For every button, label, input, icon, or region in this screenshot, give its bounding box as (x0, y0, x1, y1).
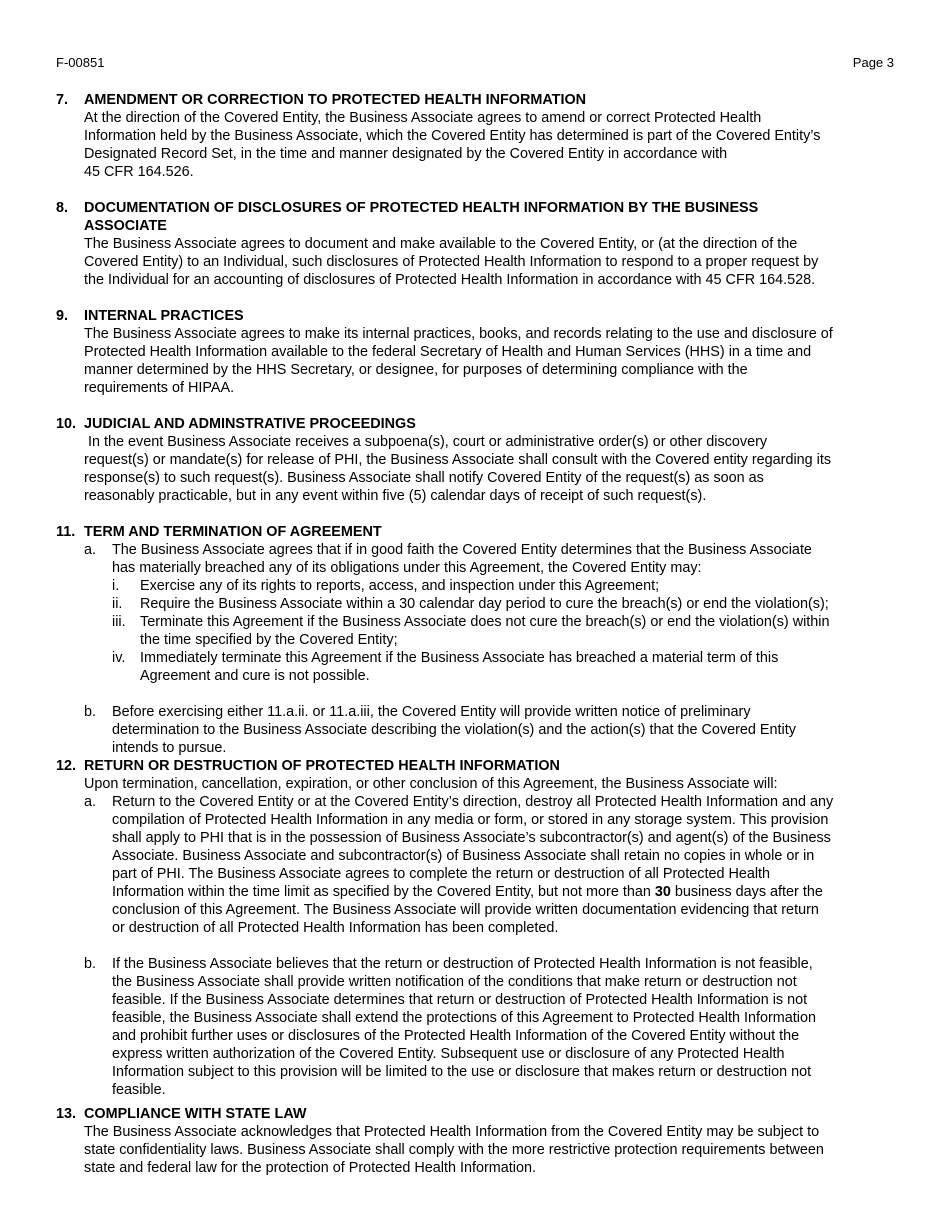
paragraph-line: or destruction of all Protected Health Information has been completed. (112, 920, 559, 936)
section-title: COMPLIANCE WITH STATE LAW (84, 1106, 307, 1122)
paragraph-line: Immediately terminate this Agreement if the Business Associate has breached a material term of this (140, 650, 779, 666)
paragraph-line: intends to pursue. (112, 740, 227, 756)
text-run: business days after the (670, 884, 823, 900)
paragraph-line: compilation of Protected Health Information in any media or form, or stored in any storage system. This provision (112, 812, 829, 828)
paragraph-line: If the Business Associate believes that the return or destruction of Protected Health Information is not feasible, (112, 956, 813, 972)
sub-item-ii (112, 595, 896, 613)
paragraph-line: Upon termination, cancellation, expiration, or other conclusion of this Agreement, the Business Associate will: (84, 776, 778, 792)
section-13 (56, 1105, 896, 1177)
section-body (84, 541, 896, 757)
paragraph-line: state and federal law for the protection of Protected Health Information. (84, 1160, 536, 1176)
paragraph-line: the time specified by the Covered Entity; (140, 632, 398, 648)
section-title: AMENDMENT OR CORRECTION TO PROTECTED HEALTH INFORMATION (84, 92, 587, 108)
page-number: Page 3 (852, 55, 894, 70)
section-title: JUDICIAL AND ADMINSTRATIVE PROCEEDINGS (84, 416, 416, 432)
section-number: 13. (56, 1106, 77, 1122)
section-body (84, 433, 896, 505)
section-8 (56, 199, 896, 289)
form-number: F-00851 (56, 55, 105, 70)
paragraph-line: shall apply to PHI that is in the possession of Business Associate’s subcontractor(s) and agent(s) of the Business (112, 830, 831, 846)
list-label: iii. (112, 614, 126, 630)
paragraph-line: Terminate this Agreement if the Business Associate does not cure the breach(s) or end the violation(s) within (140, 614, 830, 630)
section-number: 10. (56, 416, 77, 432)
paragraph-line: the Business Associate shall provide written notification of the conditions that make return or destruction not (112, 974, 797, 990)
sub-item-iii (112, 613, 896, 649)
paragraph-line: reasonably practicable, but in any event within five (5) calendar days of receipt of such request(s). (84, 488, 707, 504)
paragraph-line: express written authorization of the Covered Entity. Subsequent use or disclosure of any Protected Health (112, 1046, 785, 1062)
section-body (84, 775, 896, 1099)
section-body (84, 325, 896, 397)
paragraph-line: state confidentiality laws. Business Associate shall comply with the more restrictive protection requirements between (84, 1142, 824, 1158)
section-title-line: DOCUMENTATION OF DISCLOSURES OF PROTECTED HEALTH INFORMATION BY THE BUSINESS (84, 200, 759, 216)
paragraph-line: Covered Entity) to an Individual, such disclosures of Protected Health Information to respond to a proper request by (84, 254, 819, 270)
paragraph-line: Exercise any of its rights to reports, access, and inspection under this Agreement; (140, 578, 660, 594)
section-title-line: ASSOCIATE (84, 218, 167, 234)
section-number: 12. (56, 758, 77, 774)
text-run: Information within the time limit as specified by the Covered Entity, but not more than (112, 884, 655, 900)
paragraph-line: Require the Business Associate within a 30 calendar day period to cure the breach(s) or end the violation(s); (140, 596, 829, 612)
paragraph-line: and prohibit further uses or disclosures of the Protected Health Information of the Covered Entity without the (112, 1028, 800, 1044)
sub-item-i (112, 577, 896, 595)
paragraph-line: determination to the Business Associate describing the violation(s) and the action(s) that the Covered Entity (112, 722, 796, 738)
section-title: TERM AND TERMINATION OF AGREEMENT (84, 524, 382, 540)
section-11 (56, 523, 896, 757)
list-item-a (84, 793, 896, 937)
section-12 (56, 757, 896, 1099)
paragraph-line: The Business Associate acknowledges that Protected Health Information from the Covered Entity may be subject to (84, 1124, 820, 1140)
paragraph-line: Associate. Business Associate and subcontractor(s) of Business Associate shall retain no copies in whole or in (112, 848, 815, 864)
paragraph-line: feasible, the Business Associate shall extend the protections of this Agreement to Protected Health Information (112, 1010, 816, 1026)
list-item-b (84, 703, 896, 757)
paragraph-line: At the direction of the Covered Entity, the Business Associate agrees to amend or correct Protected Health (84, 110, 762, 126)
paragraph-line: response(s) to such request(s). Business Associate shall notify Covered Entity of the request(s) as soon as (84, 470, 764, 486)
paragraph-line: In the event Business Associate receives a subpoena(s), court or administrative order(s) or other discovery (88, 434, 768, 450)
document-body (56, 91, 896, 1195)
list-label: iv. (112, 650, 126, 666)
paragraph-line: Return to the Covered Entity or at the Covered Entity’s direction, destroy all Protected Health Information and any (112, 794, 834, 810)
section-number: 9. (56, 308, 69, 324)
section-number: 11. (56, 524, 76, 540)
paragraph-line: The Business Associate agrees that if in good faith the Covered Entity determines that the Business Associate (112, 542, 812, 558)
paragraph-line: part of PHI. The Business Associate agrees to complete the return or destruction of all Protected Health (112, 866, 771, 882)
paragraph-line: the Individual for an accounting of disclosures of Protected Health Information in accordance with 45 CFR 164.528. (84, 272, 816, 288)
list-item-b (84, 955, 896, 1099)
list-label: a. (84, 794, 97, 810)
section-9 (56, 307, 896, 397)
section-title: INTERNAL PRACTICES (84, 308, 244, 324)
list-label: a. (84, 542, 97, 558)
paragraph-line: Agreement and cure is not possible. (140, 668, 370, 684)
section-body (84, 235, 896, 289)
list-label: ii. (112, 596, 123, 612)
paragraph-line: feasible. (112, 1082, 166, 1098)
list-item-a (84, 541, 896, 685)
section-body (84, 109, 896, 181)
paragraph-line: Information held by the Business Associate, which the Covered Entity has determined is part of the Covered Entity’s (84, 128, 821, 144)
paragraph-line: Protected Health Information available to the federal Secretary of Health and Human Services (HHS) in a time and (84, 344, 812, 360)
paragraph-line: The Business Associate agrees to make its internal practices, books, and records relating to the use and disclosure of (84, 326, 833, 342)
paragraph-line: conclusion of this Agreement. The Business Associate will provide written documentation evidencing that return (112, 902, 819, 918)
sub-item-iv (112, 649, 896, 685)
paragraph-line: manner determined by the HHS Secretary, or designee, for purposes of determining compliance with the (84, 362, 748, 378)
paragraph-line: Information subject to this provision will be limited to the use or disclosure that makes return or destruction not (112, 1064, 812, 1080)
section-number: 7. (56, 92, 69, 108)
list-label: i. (112, 578, 120, 594)
paragraph-line: requirements of HIPAA. (84, 380, 235, 396)
paragraph-line: request(s) or mandate(s) for release of PHI, the Business Associate shall consult with the Covered entity regarding its (84, 452, 832, 468)
list-label: b. (84, 704, 97, 720)
section-body (84, 1123, 896, 1177)
section-7 (56, 91, 896, 181)
sub-list (112, 577, 896, 685)
section-10 (56, 415, 896, 505)
paragraph-line: Before exercising either 11.a.ii. or 11.a.iii, the Covered Entity will provide written notice of preliminary (112, 704, 751, 720)
section-title (84, 199, 896, 235)
paragraph-line (112, 883, 896, 901)
bold-days-value: 30 (654, 884, 671, 900)
section-title: RETURN OR DESTRUCTION OF PROTECTED HEALTH INFORMATION (84, 758, 560, 774)
paragraph-line: feasible. If the Business Associate determines that return or destruction of Protected Health Information is not (112, 992, 808, 1008)
section-number: 8. (56, 200, 69, 216)
list-label: b. (84, 956, 97, 972)
paragraph-line: Designated Record Set, in the time and manner designated by the Covered Entity in accordance with (84, 146, 728, 162)
paragraph-line: has materially breached any of its obligations under this Agreement, the Covered Entity may: (112, 560, 702, 576)
paragraph-line: 45 CFR 164.526. (84, 164, 194, 180)
paragraph-line: The Business Associate agrees to document and make available to the Covered Entity, or (at the direction of the (84, 236, 798, 252)
